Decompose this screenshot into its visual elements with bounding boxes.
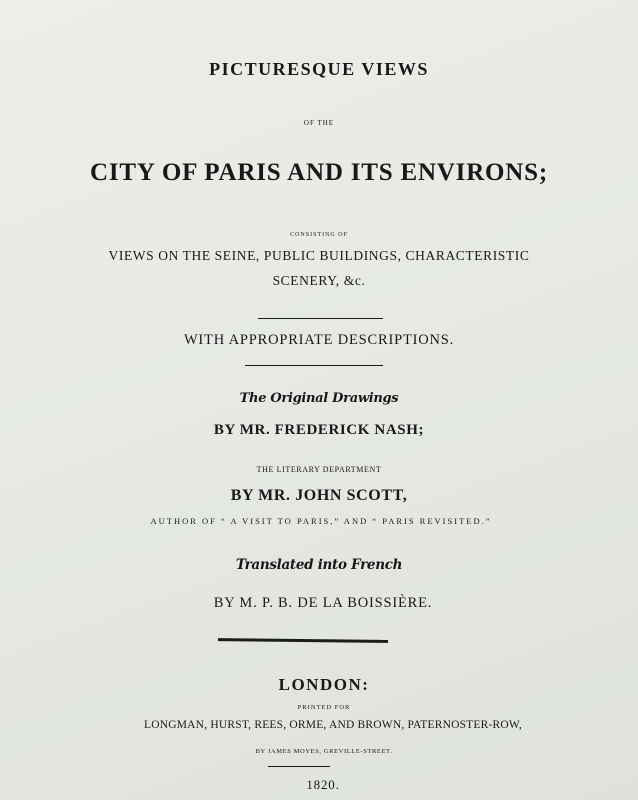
- publishers-text: LONGMAN, HURST, REES, ORME, AND BROWN, PATERNOSTER-ROW,: [144, 719, 522, 731]
- translated-label: Translated into French: [235, 557, 403, 573]
- literary-by: BY MR. JOHN SCOTT,: [230, 487, 408, 504]
- divider-rule: [245, 365, 383, 366]
- author-note: AUTHOR OF “ A VISIT TO PARIS,” AND “ PARIS REVISITED.”: [150, 516, 492, 526]
- of-the-text: OF THE: [303, 119, 335, 127]
- consisting-of-text: CONSISTING OF: [290, 232, 348, 238]
- contents-line-1: VIEWS ON THE SEINE, PUBLIC BUILDINGS, CHARACTERISTIC: [108, 248, 530, 263]
- printed-for-text: PRINTED FOR: [297, 704, 351, 711]
- book-title: PICTURESQUE VIEWS: [209, 59, 429, 79]
- contents-line-2: SCENERY, &c.: [272, 273, 366, 288]
- printer-text: BY JAMES MOYES, GREVILLE-STREET.: [255, 748, 393, 755]
- divider-rule: [258, 318, 383, 319]
- literary-label: THE LITERARY DEPARTMENT: [256, 465, 382, 474]
- descriptions-text: WITH APPROPRIATE DESCRIPTIONS.: [183, 332, 455, 348]
- drawings-by: BY MR. FREDERICK NASH;: [213, 422, 425, 438]
- book-subject: CITY OF PARIS AND ITS ENVIRONS;: [90, 159, 548, 186]
- small-divider-rule: [268, 766, 330, 767]
- drawings-label: The Original Drawings: [239, 391, 399, 406]
- translated-by: BY M. P. B. DE LA BOISSIÈRE.: [213, 595, 433, 611]
- thick-divider-rule: [218, 638, 388, 643]
- publication-year: 1820.: [306, 777, 340, 792]
- publication-place: LONDON:: [278, 675, 370, 694]
